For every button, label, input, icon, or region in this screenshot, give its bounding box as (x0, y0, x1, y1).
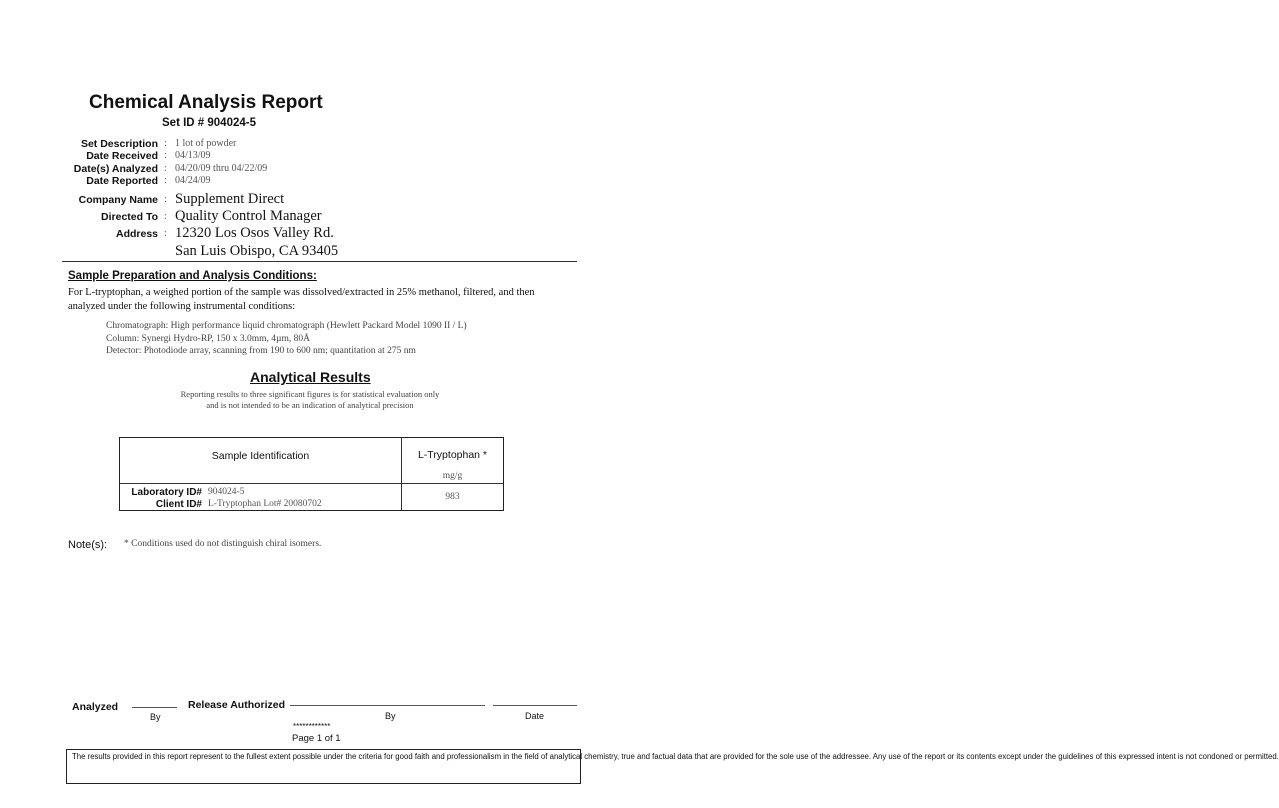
release-signature-line (290, 705, 485, 706)
date-label: Date (525, 711, 545, 721)
analyzed-signature-line (132, 707, 177, 708)
colon: : (164, 228, 167, 239)
colon: : (164, 211, 167, 222)
set-description-label: Set Description (80, 138, 158, 150)
condition-column: Column: Synergi Hydro-RP, 150 x 3.0mm, 4µm, 80Å (106, 334, 311, 344)
col-header-l-tryptophan: L-Tryptophan * (417, 449, 488, 461)
dates-analyzed-value: 04/20/09 thru 04/22/09 (175, 163, 268, 174)
company-name-value: Supplement Direct (175, 191, 285, 207)
disclaimer-text: The results provided in this report represent to the fullest extent possible under the criteria for good faith and professionalism in the field of analytical chemistry, true and factual data that are provided for the sole use of the addressee. Any use of the report or its contents except under the guidelines of this expressed intent is not condoned or permitted. (72, 752, 1279, 761)
condition-chromatograph: Chromatograph: High performance liquid chromatograph (Hewlett Packard Model 1090 II / L) (106, 321, 467, 331)
address-label: Address (115, 228, 158, 240)
release-authorized-label: Release Authorized (188, 699, 286, 711)
lab-id-label: Laboratory ID# (131, 487, 202, 498)
analyzed-label: Analyzed (72, 701, 119, 713)
release-by-label: By (385, 711, 396, 721)
address-line-1: 12320 Los Osos Valley Rd. (175, 225, 334, 241)
results-heading: Analytical Results (250, 369, 371, 385)
table-divider-horizontal (120, 483, 503, 484)
footer-stars: ************ (293, 722, 331, 731)
client-id-label: Client ID# (155, 499, 202, 510)
condition-detector: Detector: Photodiode array, scanning from 190 to 600 nm; quantitation at 275 nm (106, 346, 416, 356)
analyzed-by-label: By (150, 712, 161, 722)
date-received-label: Date Received (86, 150, 158, 162)
section-divider (62, 261, 577, 262)
prep-heading: Sample Preparation and Analysis Conditions: (68, 270, 317, 282)
lab-id-value: 904024-5 (208, 487, 245, 497)
notes-text: * Conditions used do not distinguish chiral isomers. (124, 539, 322, 549)
report-title: Chemical Analysis Report (89, 92, 323, 113)
date-reported-value: 04/24/09 (175, 175, 211, 186)
colon: : (164, 194, 167, 205)
disclaimer-box (66, 749, 1279, 784)
l-tryptophan-result: 983 (445, 492, 460, 502)
colon: : (164, 150, 167, 161)
colon: : (164, 163, 167, 174)
directed-to-label: Directed To (101, 211, 158, 223)
colon: : (164, 138, 167, 149)
reporting-note-line-1: Reporting results to three significant figures is for statistical evaluation only (180, 389, 440, 399)
company-name-label: Company Name (78, 194, 158, 206)
notes-label: Note(s): (68, 539, 108, 551)
col-header-sample-identification: Sample Identification (211, 450, 310, 462)
col-unit-mg-g: mg/g (442, 471, 463, 481)
date-signature-line (493, 705, 577, 706)
address-line-2: San Luis Obispo, CA 93405 (175, 243, 339, 259)
prep-intro: For L-tryptophan, a weighed portion of the sample was dissolved/extracted in 25% methanol, filtered, and then analyzed under the following instrumental conditions: (68, 287, 535, 312)
set-id: Set ID # 904024-5 (162, 117, 256, 129)
dates-analyzed-label: Date(s) Analyzed (73, 163, 158, 175)
date-reported-label: Date Reported (86, 175, 158, 187)
directed-to-value: Quality Control Manager (175, 208, 322, 224)
client-id-value: L-Tryptophan Lot# 20080702 (208, 499, 322, 509)
page-number: Page 1 of 1 (292, 733, 341, 744)
reporting-note-line-2: and is not intended to be an indication of analytical precision (206, 400, 414, 410)
results-table (119, 437, 504, 511)
date-received-value: 04/13/09 (175, 150, 211, 161)
colon: : (164, 175, 167, 186)
set-description-value: 1 lot of powder (175, 138, 237, 149)
